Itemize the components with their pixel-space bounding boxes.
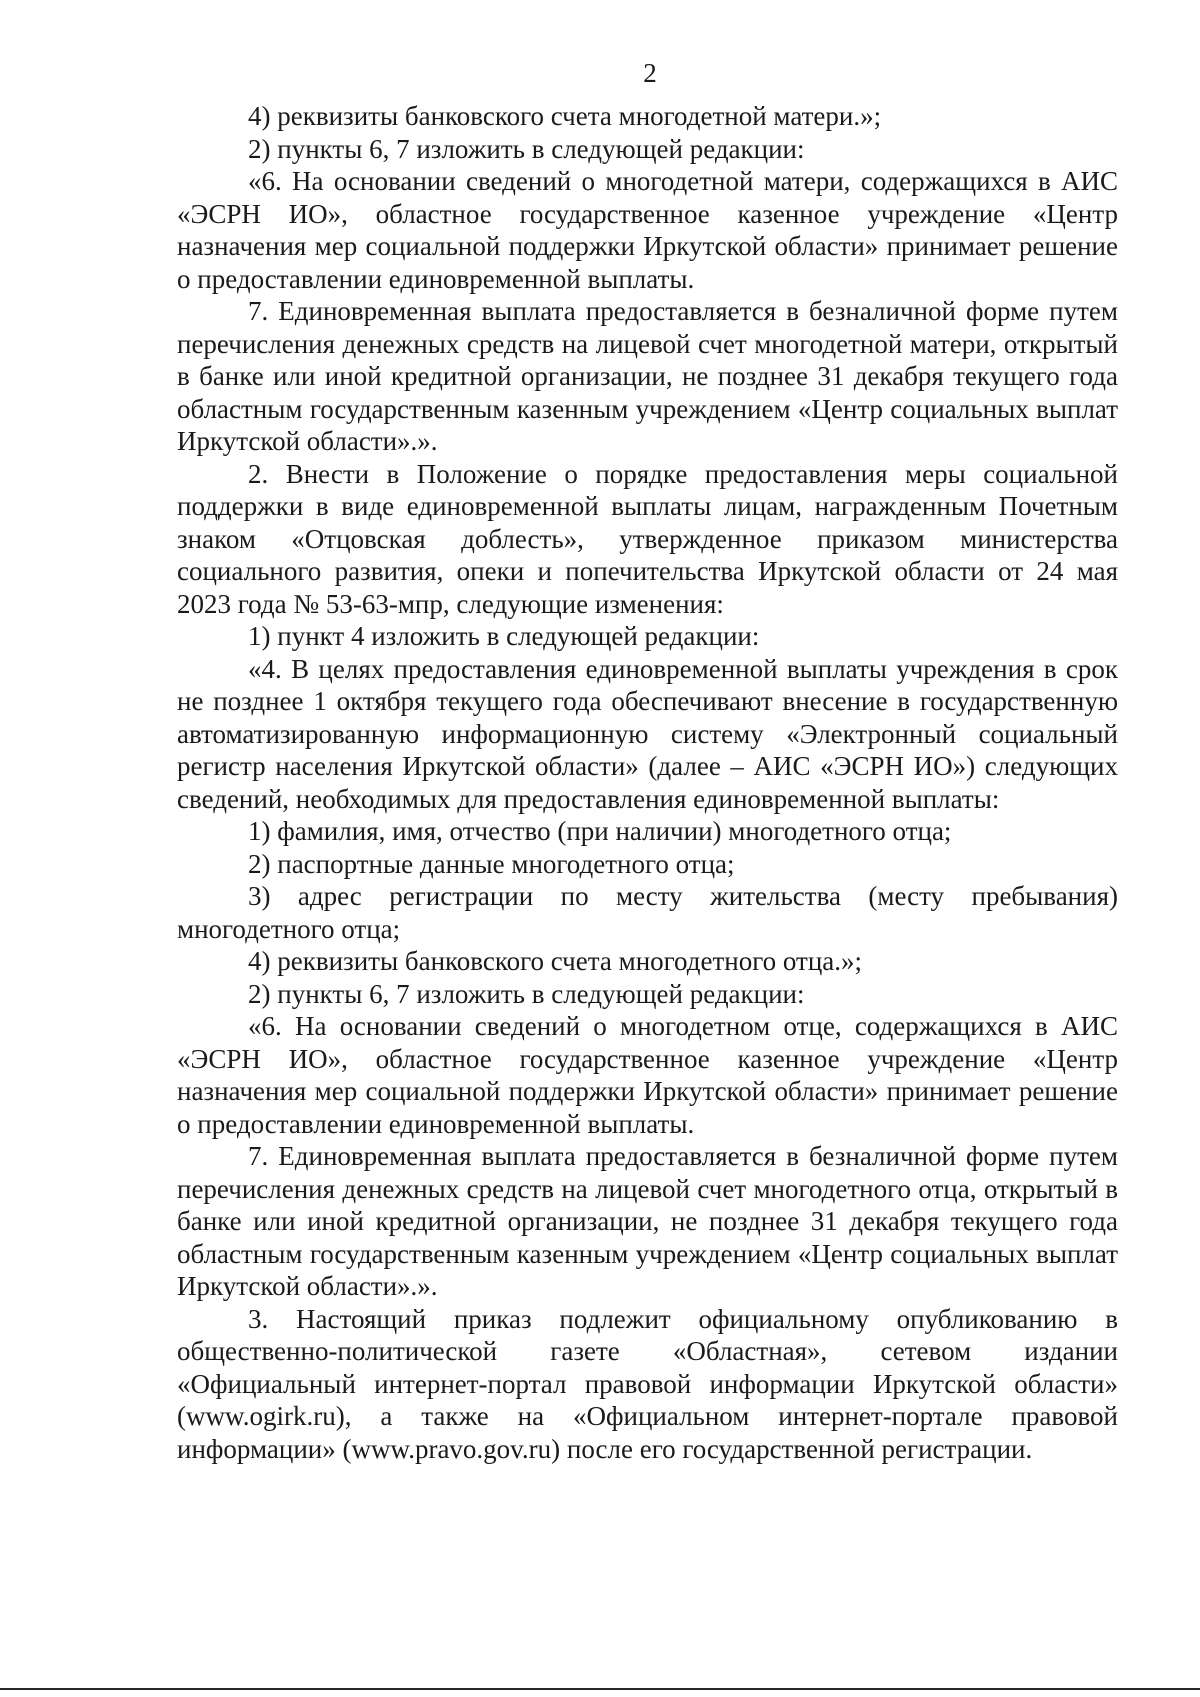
document-body	[177, 100, 1118, 1465]
paragraph: 7. Единовременная выплата предоставляется в безналичной форме путем перечисления денежных средств на лицевой счет многодетного отца, открытый в банке или иной кредитной организации, не позднее 31 декабря текущего года областным государственным казенным учреждением «Центр социальных выплат Иркутской области».».	[177, 1141, 1118, 1301]
paragraph: 3. Настоящий приказ подлежит официальному опубликованию в общественно-политической газете «Областная», сетевом издании «Официальный интернет-портал правовой информации Иркутской области» (www.ogirk.ru), а также на «Официальном интернет-портале правовой информации» (www.pravo.gov.ru) после его государственной регистрации.	[177, 1303, 1118, 1464]
paragraph: 2. Внести в Положение о порядке предоставления меры социальной поддержки в виде единовременной выплаты лицам, награжденным Почетным знаком «Отцовская доблесть», утвержденное приказом министерства социального развития, опеки и попечительства Иркутской области от 24 мая 2023 года № 53-63-мпр, следующие изменения:	[177, 458, 1118, 619]
paragraph: 2) пункты 6, 7 изложить в следующей редакции:	[248, 133, 805, 164]
paragraph: 7. Единовременная выплата предоставляется в безналичной форме путем перечисления денежных средств на лицевой счет многодетной матери, открытый в банке или иной кредитной организации, не позднее 31 декабря текущего года областным государственным казенным учреждением «Центр социальных выплат Иркутской области».».	[177, 296, 1118, 456]
paragraph: 2) пункты 6, 7 изложить в следующей редакции:	[248, 978, 805, 1009]
paragraph: «6. На основании сведений о многодетной матери, содержащихся в АИС «ЭСРН ИО», областное государственное казенное учреждение «Центр назначения мер социальной поддержки Иркутской области» принимает решение о предоставлении единовременной выплаты.	[177, 166, 1118, 294]
paragraph: 1) пункт 4 изложить в следующей редакции:	[248, 621, 760, 651]
paragraph: 3) адрес регистрации по месту жительства (месту пребывания) многодетного отца;	[177, 881, 1118, 944]
paragraph: 1) фамилия, имя, отчество (при наличии) многодетного отца;	[248, 816, 952, 846]
paragraph: 4) реквизиты банковского счета многодетного отца.»;	[248, 946, 863, 976]
page-number: 2	[643, 58, 657, 88]
paragraph: «6. На основании сведений о многодетном отце, содержащихся в АИС «ЭСРН ИО», областное государственное казенное учреждение «Центр назначения мер социальной поддержки Иркутской области» принимает решение о предоставлении единовременной выплаты.	[177, 1011, 1118, 1139]
paragraph: 4) реквизиты банковского счета многодетной матери.»;	[248, 101, 882, 131]
page-bottom-rule	[0, 1688, 1200, 1690]
paragraph: 2) паспортные данные многодетного отца;	[248, 848, 735, 879]
paragraph: «4. В целях предоставления единовременной выплаты учреждения в срок не позднее 1 октября текущего года обеспечивают внесение в государственную автоматизированную информационную систему «Электронный социальный регистр населения Иркутской области» (далее – АИС «ЭСРН ИО») следующих сведений, необходимых для предоставления единовременной выплаты:	[177, 653, 1118, 814]
